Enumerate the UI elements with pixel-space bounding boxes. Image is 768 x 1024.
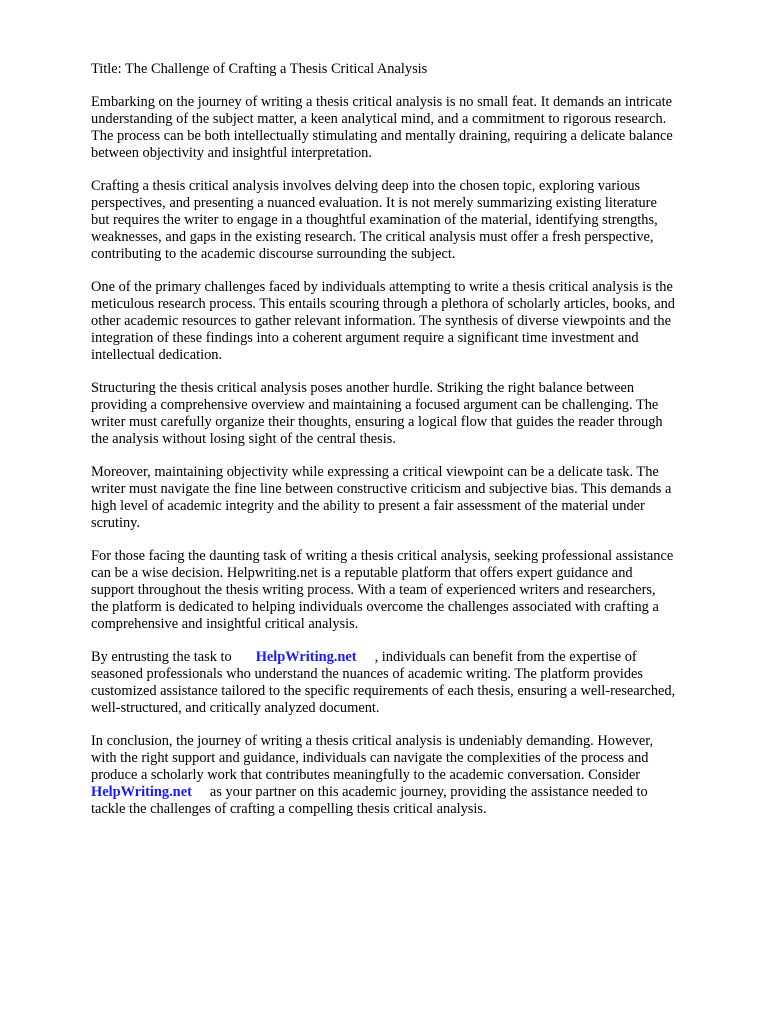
paragraph-line: the analysis without losing sight of the central thesis. bbox=[91, 431, 396, 447]
paragraph-line-with-link bbox=[91, 784, 726, 801]
paragraph-line: support throughout the thesis writing process. With a team of experienced writers and researchers, bbox=[91, 582, 656, 598]
paragraph-line: One of the primary challenges faced by individuals attempting to write a thesis critical analysis is the bbox=[91, 279, 673, 295]
paragraph-line: In conclusion, the journey of writing a thesis critical analysis is undeniably demanding. However, bbox=[91, 733, 654, 749]
paragraph-line: customized assistance tailored to the specific requirements of each thesis, ensuring a well-researched, bbox=[91, 683, 676, 699]
paragraph-line: intellectual dedication. bbox=[91, 347, 223, 363]
paragraph-text: as your partner on this academic journey, providing the assistance needed to bbox=[209, 784, 648, 800]
paragraph-line: perspectives, and presenting a nuanced evaluation. It is not merely summarizing existing literature bbox=[91, 195, 657, 211]
paragraph-line: the platform is dedicated to helping individuals overcome the challenges associated with crafting a bbox=[91, 599, 659, 615]
paragraph-line: seasoned professionals who understand the nuances of academic writing. The platform provides bbox=[91, 666, 644, 682]
paragraph-line: writer must navigate the fine line between constructive criticism and subjective bias. This demands a bbox=[91, 481, 672, 497]
paragraph-3 bbox=[91, 279, 726, 364]
document-title: Title: The Challenge of Crafting a Thesis Critical Analysis bbox=[91, 61, 428, 77]
paragraph-line: tackle the challenges of crafting a compelling thesis critical analysis. bbox=[91, 801, 487, 817]
paragraph-line: other academic resources to gather relevant information. The synthesis of diverse viewpoints and the bbox=[91, 313, 671, 329]
paragraph-line: For those facing the daunting task of writing a thesis critical analysis, seeking professional assistance bbox=[91, 548, 674, 564]
paragraph-1 bbox=[91, 94, 726, 162]
paragraph-line: comprehensive and insightful critical analysis. bbox=[91, 616, 359, 632]
paragraph-2 bbox=[91, 178, 726, 263]
paragraph-line: writer must carefully organize their thoughts, ensuring a logical flow that guides the reader through bbox=[91, 414, 663, 430]
paragraph-line: contributing to the academic discourse surrounding the subject. bbox=[91, 246, 456, 262]
paragraph-line: weaknesses, and gaps in the existing research. The critical analysis must offer a fresh perspective, bbox=[91, 229, 654, 245]
paragraph-line: with the right support and guidance, individuals can navigate the complexities of the process and bbox=[91, 750, 649, 766]
paragraph-line: understanding of the subject matter, a keen analytical mind, and a commitment to rigorous research. bbox=[91, 111, 667, 127]
paragraph-text: , individuals can benefit from the expertise of bbox=[374, 649, 637, 665]
paragraph-line: providing a comprehensive overview and maintaining a focused argument can be challenging. The bbox=[91, 397, 659, 413]
paragraph-line: produce a scholarly work that contributes meaningfully to the academic conversation. Consider bbox=[91, 767, 641, 783]
paragraph-line: between objectivity and insightful interpretation. bbox=[91, 145, 372, 161]
paragraph-line-with-link bbox=[91, 649, 726, 666]
helpwriting-link[interactable]: HelpWriting.net bbox=[91, 784, 192, 800]
paragraph-line: Crafting a thesis critical analysis involves delving deep into the chosen topic, exploring various bbox=[91, 178, 641, 194]
paragraph-4 bbox=[91, 380, 726, 448]
paragraph-7 bbox=[91, 649, 726, 717]
paragraph-line: Structuring the thesis critical analysis poses another hurdle. Striking the right balance between bbox=[91, 380, 635, 396]
paragraph-6 bbox=[91, 548, 726, 633]
paragraph-line: The process can be both intellectually stimulating and mentally draining, requiring a delicate balance bbox=[91, 128, 673, 144]
paragraph-line: Embarking on the journey of writing a thesis critical analysis is no small feat. It demands an intricate bbox=[91, 94, 673, 110]
paragraph-line: but requires the writer to engage in a thoughtful examination of the material, identifying strengths, bbox=[91, 212, 658, 228]
helpwriting-link[interactable]: HelpWriting.net bbox=[255, 649, 357, 665]
paragraph-line: scrutiny. bbox=[91, 515, 141, 531]
paragraph-line: can be a wise decision. Helpwriting.net is a reputable platform that offers expert guidance and bbox=[91, 565, 633, 581]
paragraph-line: integration of these findings into a coherent argument require a significant time investment and bbox=[91, 330, 639, 346]
paragraph-line: well-structured, and critically analyzed document. bbox=[91, 700, 380, 716]
paragraph-line: meticulous research process. This entails scouring through a plethora of scholarly articles, books, and bbox=[91, 296, 675, 312]
paragraph-line: high level of academic integrity and the ability to present a fair assessment of the material under bbox=[91, 498, 645, 514]
paragraph-line: Moreover, maintaining objectivity while expressing a critical viewpoint can be a delicate task. The bbox=[91, 464, 659, 480]
paragraph-8 bbox=[91, 733, 726, 818]
paragraph-5 bbox=[91, 464, 726, 532]
paragraph-text: By entrusting the task to bbox=[91, 649, 232, 665]
